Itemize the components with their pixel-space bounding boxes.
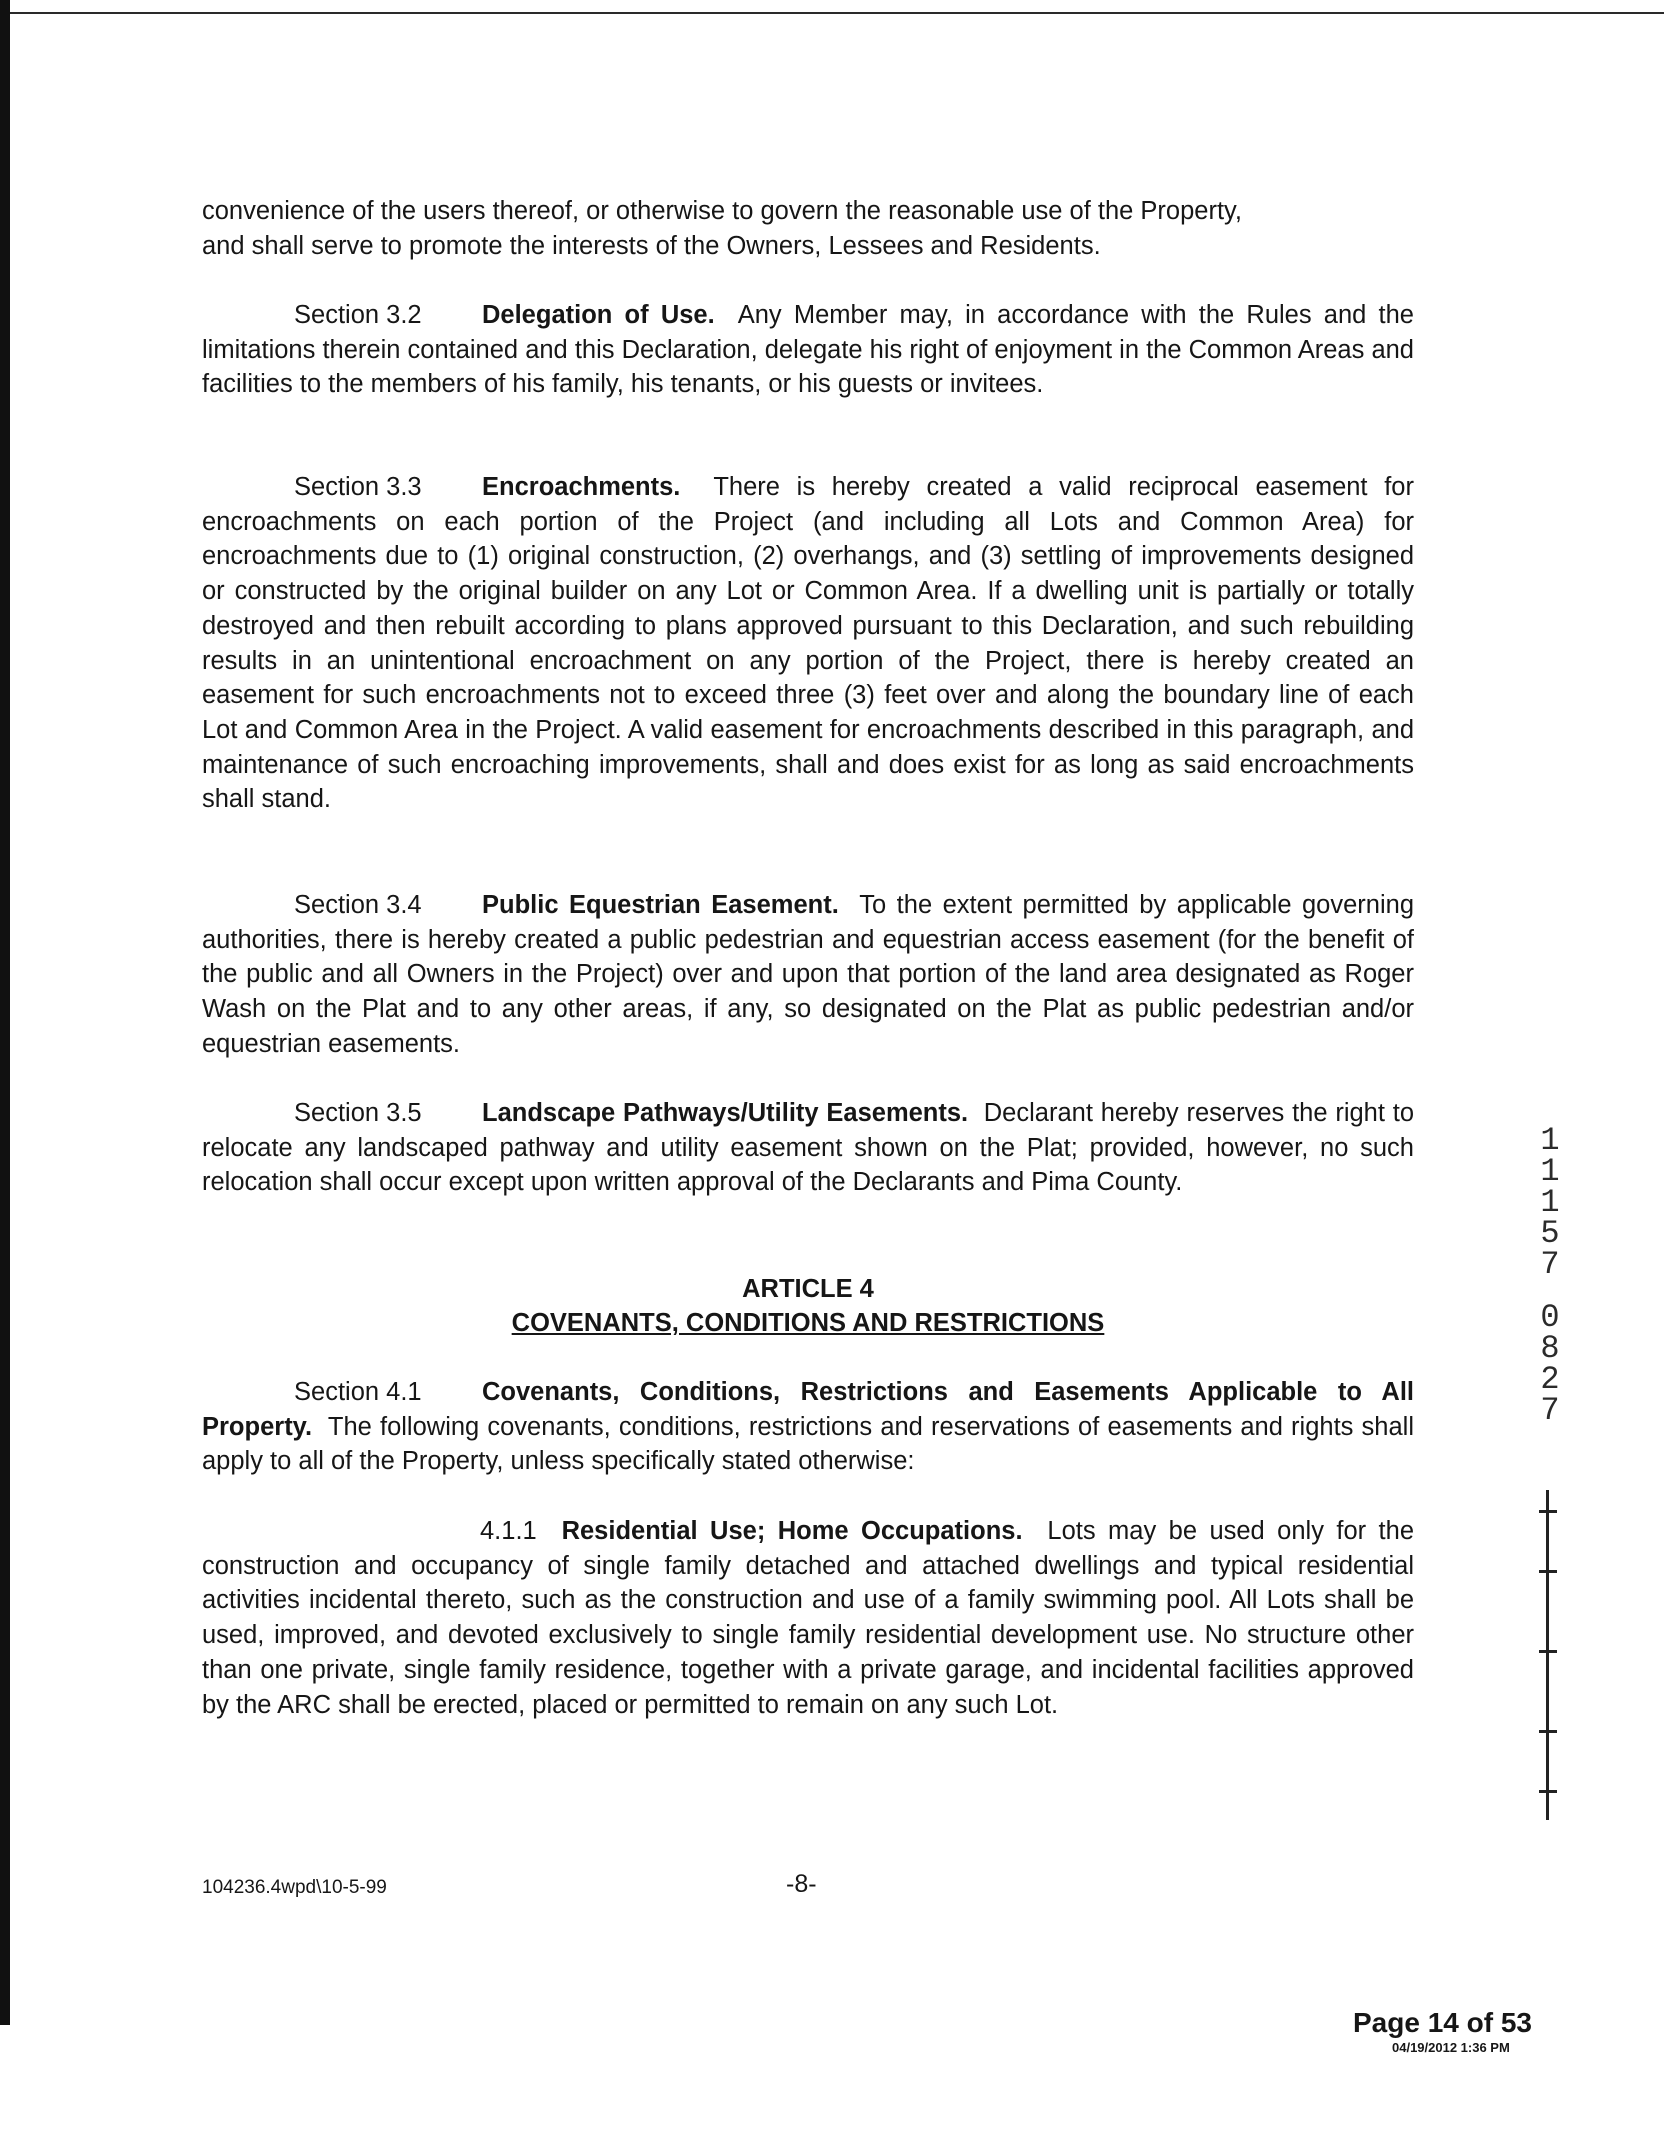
page-of-indicator: Page 14 of 53 [1353, 2007, 1532, 2038]
section-text: To the extent permitted by applicable governing authorities, there is hereby created a public pedestrian and equestrian access easement (for the benefit of the public and all Owners in the Project) over and upon that portion of the land area designated as Roger Wash on the Plat and to any other areas, if any, so designated on the Plat as public pedestrian and/or equestrian easements. [202, 891, 1414, 1058]
recording-timestamp: 04/19/2012 1:36 PM [1392, 2040, 1510, 2055]
section-heading: Public Equestrian Easement. [482, 891, 839, 919]
stamp-digit: 8 [1540, 1330, 1560, 1367]
section-number: 4.1.1 [480, 1517, 537, 1545]
paragraph-continuation [202, 194, 1414, 263]
section-4-1 [202, 1375, 1414, 1479]
document-code: 104236.4wpd\10-5-99 [202, 1877, 387, 1898]
paragraph-line: convenience of the users thereof, or otherwise to govern the reasonable use of the Property, [202, 197, 1242, 225]
stamp-digit: 1 [1540, 1153, 1560, 1190]
section-heading: Delegation of Use. [482, 301, 715, 329]
section-4-1-1 [202, 1514, 1414, 1722]
top-rule [0, 12, 1664, 14]
article-title: COVENANTS, CONDITIONS AND RESTRICTIONS [511, 1309, 1105, 1337]
stamp-digit: 7 [1540, 1246, 1560, 1283]
section-3-5 [202, 1096, 1414, 1200]
article-label: ARTICLE 4 [742, 1275, 874, 1303]
section-text: Lots may be used only for the construction and occupancy of single family detached and attached dwellings and typical residential activities incidental thereto, such as the construction and use of a family swimming pool. All Lots shall be used, improved, and devoted exclusively to single family residential development use. No structure other than one private, single family residence, together with a private garage, and incidental facilities approved by the ARC shall be erected, placed or permitted to remain on any such Lot. [202, 1517, 1415, 1719]
recorder-side-stamp [1535, 1122, 1565, 1429]
section-heading: Covenants, Conditions, Restrictions and Easements Applicable to All Property. [202, 1378, 1414, 1441]
section-number: Section 4.1 [294, 1378, 422, 1406]
section-number: Section 3.2 [294, 301, 422, 329]
stamp-digit: 2 [1540, 1361, 1560, 1398]
section-heading: Landscape Pathways/Utility Easements. [482, 1099, 969, 1127]
stamp-digit: 1 [1540, 1184, 1560, 1221]
stamp-digit: 1 [1540, 1122, 1560, 1159]
section-text: The following covenants, conditions, restrictions and reservations of easements and rights shall apply to all of the Property, unless specifically stated otherwise: [202, 1412, 1414, 1476]
section-heading: Encroachments. [482, 473, 681, 501]
section-number: Section 3.4 [294, 891, 422, 919]
stamp-digit: 0 [1540, 1299, 1560, 1336]
section-number: Section 3.3 [294, 473, 422, 501]
section-text: Any Member may, in accordance with the Rules and the limitations therein contained and this Declaration, delegate his right of enjoyment in the Common Areas and facilities to the members of his family, his tenants, or his guests or invitees. [202, 301, 1414, 399]
section-3-2 [202, 298, 1414, 402]
section-heading: Residential Use; Home Occupations. [561, 1517, 1023, 1545]
section-text: There is hereby created a valid reciprocal easement for encroachments on each portion of the Project (and including all Lots and Common Area) for encroachments due to (1) original construction, (2) overhangs, and (3) settling of improvements designed or constructed by the original builder on any Lot or Common Area. If a dwelling unit is partially or totally destroyed and then rebuilt according to plans approved pursuant to this Declaration, and such rebuilding results in an unintentional encroachment on any portion of the Project, there is hereby created an easement for such encroachments not to exceed three (3) feet over and along the boundary line of each Lot and Common Area in the Project. A valid easement for encroachments described in this paragraph, and maintenance of such encroaching improvements, shall and does exist for as long as said encroachments shall stand. [202, 473, 1414, 814]
article-title-row [202, 1306, 1414, 1340]
section-number: Section 3.5 [294, 1099, 422, 1127]
section-3-3 [202, 470, 1414, 817]
stamp-digit: 7 [1540, 1392, 1560, 1429]
page-number: -8- [786, 1870, 817, 1898]
paragraph-line: and shall serve to promote the interests of the Owners, Lessees and Residents. [202, 231, 1101, 260]
section-text: Declarant hereby reserves the right to relocate any landscaped pathway and utility easement shown on the Plat; provided, however, no such relocation shall occur except upon written approval of the Declarants and Pima County. [202, 1099, 1415, 1197]
recorder-barcode-mark [1533, 1490, 1563, 1820]
scan-edge-bar [0, 0, 10, 2025]
stamp-digit: 5 [1540, 1215, 1560, 1252]
section-3-4 [202, 888, 1414, 1062]
